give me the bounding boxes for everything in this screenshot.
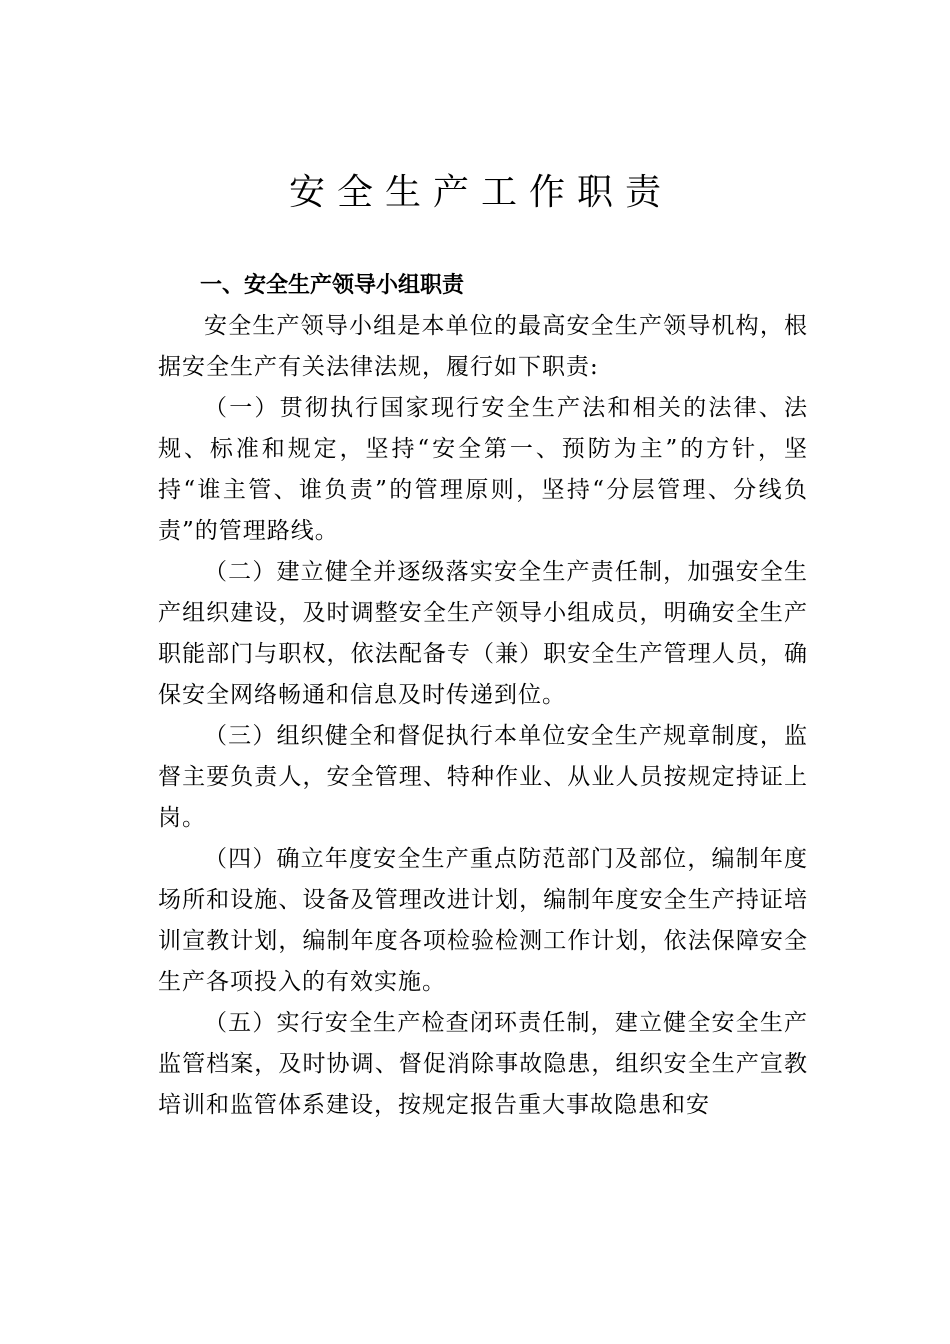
duty-item-5: （五）实行安全生产检查闭环责任制，建立健全安全生产监管档案，及时协调、督促消除事故隐患，组织安全生产宣教培训和监管体系建设，按规定报告重大事故隐患和安 [158, 1010, 808, 1118]
section-heading: 一、安全生产领导小组职责 [200, 273, 465, 298]
section-intro-paragraph: 安全生产领导小组是本单位的最高安全生产领导机构，根据安全生产有关法律法规，履行如下职责: [158, 313, 808, 380]
document-title: 安全生产工作职责 [288, 172, 673, 213]
document-body [158, 265, 808, 1126]
duty-item-1: （一）贯彻执行国家现行安全生产法和相关的法律、法规、标准和规定，坚持“安全第一、预防为主”的方针，坚持“谁主管、谁负责”的管理原则，坚持“分层管理、分线负责”的管理路线。 [158, 395, 808, 544]
duty-item-4: （四）确立年度安全生产重点防范部门及部位，编制年度场所和设施、设备及管理改进计划，编制年度安全生产持证培训宣教计划，编制年度各项检验检测工作计划，依法保障安全生产各项投入的有效实施。 [158, 846, 808, 995]
duty-item-2: （二）建立健全并逐级落实安全生产责任制，加强安全生产组织建设，及时调整安全生产领导小组成员，明确安全生产职能部门与职权，依法配备专（兼）职安全生产管理人员，确保安全网络畅通和信息及时传递到位。 [158, 559, 808, 708]
duty-item-3: （三）组织健全和督促执行本单位安全生产规章制度，监督主要负责人，安全管理、特种作业、从业人员按规定持证上岗。 [158, 723, 808, 831]
